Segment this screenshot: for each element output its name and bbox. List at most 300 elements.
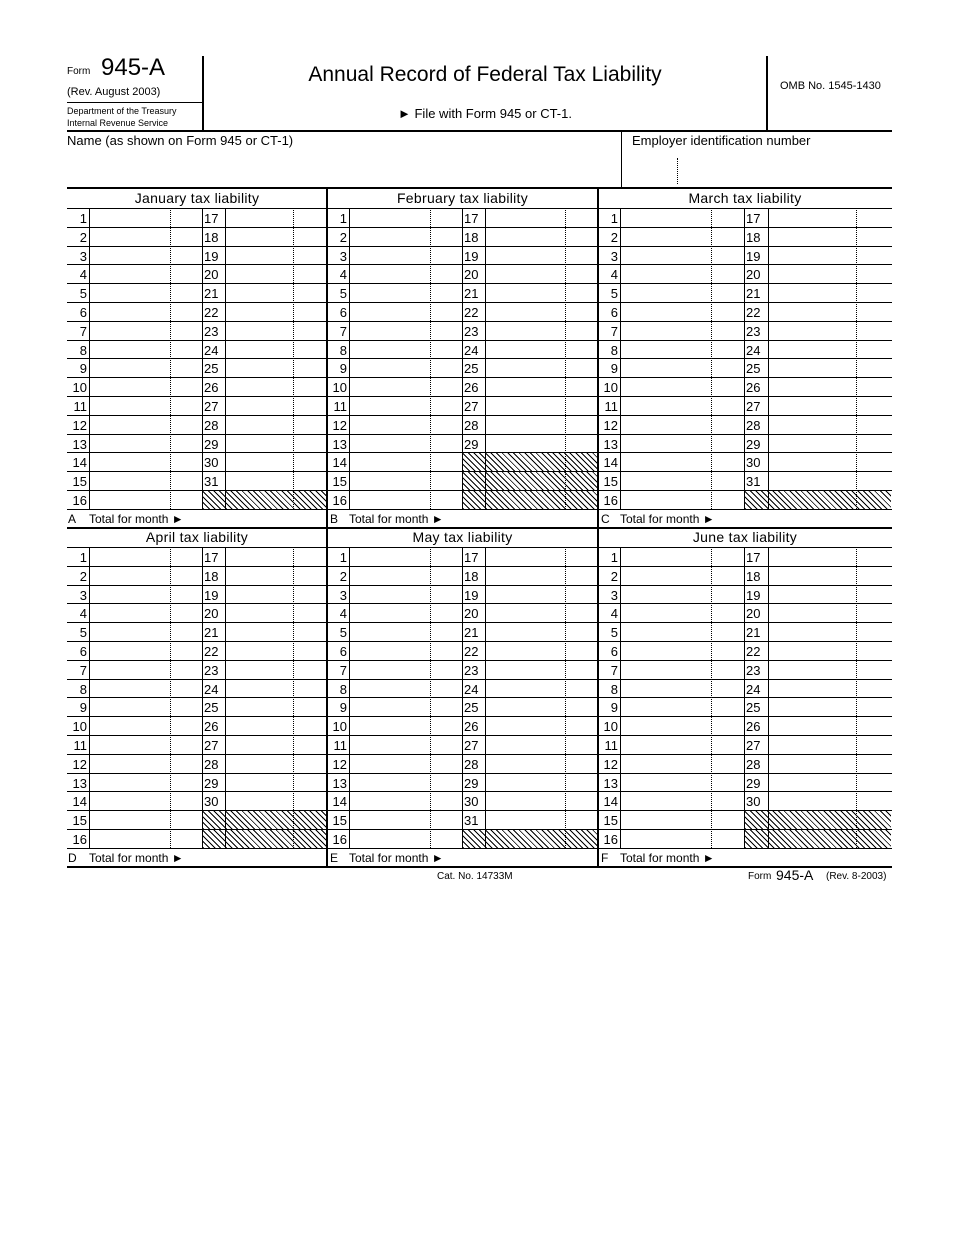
month-4-day-label: 28 xyxy=(204,756,219,772)
month-6-day-18-input[interactable] xyxy=(769,567,891,584)
month-5-day-25-input[interactable] xyxy=(486,698,597,715)
month-4-total-input[interactable] xyxy=(202,849,326,865)
month-4-day-18-input[interactable] xyxy=(226,567,326,584)
month-6-day-21-input[interactable] xyxy=(769,623,891,640)
month-5-day-26-input[interactable] xyxy=(486,717,597,734)
ein-label: Employer identification number xyxy=(632,133,811,148)
month-1-total-input[interactable] xyxy=(202,510,326,526)
month-4-day-7-input[interactable] xyxy=(90,661,201,678)
month-2-day-20-input[interactable] xyxy=(486,265,597,282)
month-1-day-label: 26 xyxy=(204,380,219,396)
month-1-day-20-input[interactable] xyxy=(226,265,326,282)
month-2-day-1-input[interactable] xyxy=(350,209,461,226)
name-input[interactable] xyxy=(68,152,616,184)
month-3-day-label: 3 xyxy=(610,248,618,264)
month-4-day-label: 17 xyxy=(204,550,219,565)
month-5-day-1-input[interactable] xyxy=(350,548,461,565)
month-4-day-8-input[interactable] xyxy=(90,680,201,697)
month-6-day-label: 24 xyxy=(746,681,761,697)
month-2-day-label: 8 xyxy=(339,342,347,358)
month-1-day-6-input[interactable] xyxy=(90,303,201,320)
month-2-day-6-input[interactable] xyxy=(350,303,461,320)
month-1-day-label: 6 xyxy=(79,305,87,320)
month-1-day-9-input[interactable] xyxy=(90,359,201,376)
month-6-day-label: 13 xyxy=(603,775,618,791)
month-6-day-label: 8 xyxy=(610,681,618,697)
month-3-day-7-input[interactable] xyxy=(621,322,743,339)
month-1-total-letter: A xyxy=(68,511,77,526)
month-2-day-14-input[interactable] xyxy=(350,453,461,470)
month-4-day-5-input[interactable] xyxy=(90,623,201,640)
month-6-day-4-input[interactable] xyxy=(621,604,743,621)
month-3-day-23-input[interactable] xyxy=(769,322,891,339)
month-3-title: March tax liability xyxy=(688,190,802,206)
month-5-title: May tax liability xyxy=(412,529,513,545)
month-3-day-31-input[interactable] xyxy=(769,472,891,489)
month-1-day-28-input[interactable] xyxy=(226,416,326,433)
month-2-day-23-input[interactable] xyxy=(486,322,597,339)
month-2-total-input[interactable] xyxy=(462,510,597,526)
month-5-day-3-input[interactable] xyxy=(350,586,461,603)
month-1-day-label: 9 xyxy=(79,361,87,377)
month-4-day-label: 11 xyxy=(73,738,87,753)
month-1-day-13-input[interactable] xyxy=(90,435,201,452)
month-1-day-14-input[interactable] xyxy=(90,453,201,470)
month-6-day-label: 5 xyxy=(610,625,618,641)
month-6-day-label: 18 xyxy=(746,568,761,584)
month-4-day-2-input[interactable] xyxy=(90,567,201,584)
month-1-day-16-input[interactable] xyxy=(90,491,201,508)
month-1-day-18-input[interactable] xyxy=(226,228,326,245)
month-1-day-label: 17 xyxy=(204,211,219,226)
month-1-day-7-input[interactable] xyxy=(90,322,201,339)
month-4-day-19-input[interactable] xyxy=(226,586,326,603)
month-6-day-22-input[interactable] xyxy=(769,642,891,659)
month-1-day-12-input[interactable] xyxy=(90,416,201,433)
month-4-day-1-input[interactable] xyxy=(90,548,201,565)
month-6-total-input[interactable] xyxy=(744,849,891,865)
month-6-day-label: 11 xyxy=(604,738,618,753)
month-5-day-label: 2 xyxy=(339,568,347,584)
month-5-day-5-input[interactable] xyxy=(350,623,461,640)
month-5-day-label: 5 xyxy=(339,625,347,641)
month-5-day-17-input[interactable] xyxy=(486,548,597,565)
month-2-day-26-input[interactable] xyxy=(486,378,597,395)
month-4-day-23-input[interactable] xyxy=(226,661,326,678)
month-3-day-9-input[interactable] xyxy=(621,359,743,376)
month-6-day-label: 7 xyxy=(610,662,618,678)
month-4-day-label: 10 xyxy=(72,719,87,735)
month-1-day-label: 10 xyxy=(72,380,87,396)
month-5-day-15-input[interactable] xyxy=(350,811,461,828)
month-5-day-label: 31 xyxy=(464,813,479,829)
department: Department of the Treasury xyxy=(67,106,177,116)
month-5-day-29-input[interactable] xyxy=(486,774,597,791)
month-6-day-label: 29 xyxy=(746,775,761,791)
month-3-day-2-input[interactable] xyxy=(621,228,743,245)
month-5-day-18-input[interactable] xyxy=(486,567,597,584)
month-3-day-25-input[interactable] xyxy=(769,359,891,376)
month-3-day-label: 14 xyxy=(603,455,618,471)
month-1-day-5-input[interactable] xyxy=(90,284,201,301)
month-3-day-6-input[interactable] xyxy=(621,303,743,320)
month-3-day-13-input[interactable] xyxy=(621,435,743,452)
month-5-day-label: 9 xyxy=(339,700,347,716)
month-5-day-label: 22 xyxy=(464,644,479,659)
month-3-day-28-input[interactable] xyxy=(769,416,891,433)
month-6-day-7-input[interactable] xyxy=(621,661,743,678)
month-2-day-label: 19 xyxy=(464,248,479,264)
month-6-day-12-input[interactable] xyxy=(621,755,743,772)
month-1-day-label: 3 xyxy=(79,248,87,264)
month-3-day-24-input[interactable] xyxy=(769,341,891,358)
month-4-day-9-input[interactable] xyxy=(90,698,201,715)
month-5-day-label: 16 xyxy=(332,832,347,847)
month-3-day-label: 23 xyxy=(746,323,761,339)
month-1-day-29-input[interactable] xyxy=(226,435,326,452)
month-1-day-23-input[interactable] xyxy=(226,322,326,339)
month-2-day-17-input[interactable] xyxy=(486,209,597,226)
month-6-day-30-input[interactable] xyxy=(769,792,891,809)
month-5-total-input[interactable] xyxy=(462,849,597,865)
month-4-day-label: 20 xyxy=(204,606,219,622)
month-1-day-11-input[interactable] xyxy=(90,397,201,414)
month-4-day-25-input[interactable] xyxy=(226,698,326,715)
month-4-day-17-input[interactable] xyxy=(226,548,326,565)
month-4-day-10-input[interactable] xyxy=(90,717,201,734)
month-3-day-30-input[interactable] xyxy=(769,453,891,470)
month-2-day-27-input[interactable] xyxy=(486,397,597,414)
month-5-day-2-input[interactable] xyxy=(350,567,461,584)
month-2-day-8-input[interactable] xyxy=(350,341,461,358)
month-3-day-5-input[interactable] xyxy=(621,284,743,301)
month-1-day-30-input[interactable] xyxy=(226,453,326,470)
month-3-day-20-input[interactable] xyxy=(769,265,891,282)
month-3-day-14-input[interactable] xyxy=(621,453,743,470)
month-3-day-26-input[interactable] xyxy=(769,378,891,395)
month-3-day-label: 10 xyxy=(603,380,618,396)
month-6-shaded-cell xyxy=(745,830,891,848)
month-3-day-label: 25 xyxy=(746,361,761,377)
month-6-day-label: 20 xyxy=(746,606,761,622)
month-1-day-19-input[interactable] xyxy=(226,247,326,264)
month-4-day-label: 25 xyxy=(204,700,219,716)
month-3-day-label: 6 xyxy=(610,305,618,320)
month-3-day-label: 15 xyxy=(603,474,618,490)
month-1-day-label: 21 xyxy=(204,286,219,302)
month-4-day-label: 26 xyxy=(204,719,219,735)
month-5-day-label: 24 xyxy=(464,681,479,697)
month-1-day-25-input[interactable] xyxy=(226,359,326,376)
month-6-day-3-input[interactable] xyxy=(621,586,743,603)
month-5-day-label: 3 xyxy=(339,587,347,603)
month-3-day-label: 2 xyxy=(610,229,618,245)
month-5-day-10-input[interactable] xyxy=(350,717,461,734)
month-4-day-label: 7 xyxy=(79,662,87,678)
month-3-day-label: 19 xyxy=(746,248,761,264)
month-4-day-label: 19 xyxy=(204,587,219,603)
month-5-day-21-input[interactable] xyxy=(486,623,597,640)
month-6-day-6-input[interactable] xyxy=(621,642,743,659)
month-3-day-label: 31 xyxy=(746,474,761,490)
month-5-day-27-input[interactable] xyxy=(486,736,597,753)
month-5-day-13-input[interactable] xyxy=(350,774,461,791)
month-5-day-19-input[interactable] xyxy=(486,586,597,603)
month-1-day-label: 12 xyxy=(72,417,87,433)
month-6-day-label: 25 xyxy=(746,700,761,716)
month-3-total-label: Total for month ► xyxy=(620,511,715,526)
month-5-day-9-input[interactable] xyxy=(350,698,461,715)
month-6-day-10-input[interactable] xyxy=(621,717,743,734)
month-3-total-input[interactable] xyxy=(744,510,891,526)
ein-input[interactable] xyxy=(626,152,890,184)
month-2-day-label: 2 xyxy=(339,229,347,245)
month-5-day-14-input[interactable] xyxy=(350,792,461,809)
month-3-day-27-input[interactable] xyxy=(769,397,891,414)
month-2-day-7-input[interactable] xyxy=(350,322,461,339)
month-3-day-label: 11 xyxy=(604,399,618,414)
month-4-day-16-input[interactable] xyxy=(90,830,201,847)
month-3-day-label: 21 xyxy=(746,286,761,302)
month-6-day-25-input[interactable] xyxy=(769,698,891,715)
month-6-day-20-input[interactable] xyxy=(769,604,891,621)
month-3-day-8-input[interactable] xyxy=(621,341,743,358)
month-2-day-9-input[interactable] xyxy=(350,359,461,376)
month-2-day-label: 24 xyxy=(464,342,479,358)
month-6-shaded-cell xyxy=(745,811,891,829)
month-1-day-21-input[interactable] xyxy=(226,284,326,301)
month-1-day-1-input[interactable] xyxy=(90,209,201,226)
month-5-day-16-input[interactable] xyxy=(350,830,461,847)
month-1-day-27-input[interactable] xyxy=(226,397,326,414)
month-5-day-22-input[interactable] xyxy=(486,642,597,659)
month-2-day-25-input[interactable] xyxy=(486,359,597,376)
month-2-day-28-input[interactable] xyxy=(486,416,597,433)
month-1-day-31-input[interactable] xyxy=(226,472,326,489)
month-2-day-label: 17 xyxy=(464,211,479,226)
catalog-number: Cat. No. 14733M xyxy=(437,871,513,882)
month-5-shaded-cell xyxy=(463,830,597,848)
month-6-day-14-input[interactable] xyxy=(621,792,743,809)
month-6-day-label: 23 xyxy=(746,662,761,678)
month-1-day-label: 29 xyxy=(204,436,219,452)
month-2-day-11-input[interactable] xyxy=(350,397,461,414)
month-2-day-3-input[interactable] xyxy=(350,247,461,264)
month-2-day-29-input[interactable] xyxy=(486,435,597,452)
month-2-day-label: 21 xyxy=(464,286,479,302)
month-4-day-13-input[interactable] xyxy=(90,774,201,791)
month-5-day-4-input[interactable] xyxy=(350,604,461,621)
month-4-day-28-input[interactable] xyxy=(226,755,326,772)
month-6-day-2-input[interactable] xyxy=(621,567,743,584)
month-6-day-27-input[interactable] xyxy=(769,736,891,753)
month-3-day-15-input[interactable] xyxy=(621,472,743,489)
month-5-day-6-input[interactable] xyxy=(350,642,461,659)
month-5-day-20-input[interactable] xyxy=(486,604,597,621)
month-6-day-16-input[interactable] xyxy=(621,830,743,847)
month-2-day-12-input[interactable] xyxy=(350,416,461,433)
month-4-day-label: 12 xyxy=(72,756,87,772)
month-4-day-29-input[interactable] xyxy=(226,774,326,791)
footer-form-number: 945-A xyxy=(776,867,814,883)
month-3-day-label: 24 xyxy=(746,342,761,358)
month-1-day-10-input[interactable] xyxy=(90,378,201,395)
month-4-day-26-input[interactable] xyxy=(226,717,326,734)
month-2-day-label: 3 xyxy=(339,248,347,264)
month-2-day-19-input[interactable] xyxy=(486,247,597,264)
month-6-day-1-input[interactable] xyxy=(621,548,743,565)
month-6-day-11-input[interactable] xyxy=(621,736,743,753)
form-title: Annual Record of Federal Tax Liability xyxy=(308,63,662,86)
month-6-day-17-input[interactable] xyxy=(769,548,891,565)
month-1-day-label: 27 xyxy=(204,399,219,414)
month-1-total-label: Total for month ► xyxy=(89,511,184,526)
month-3-day-1-input[interactable] xyxy=(621,209,743,226)
month-1-day-label: 8 xyxy=(79,342,87,358)
month-3-day-19-input[interactable] xyxy=(769,247,891,264)
month-6-day-13-input[interactable] xyxy=(621,774,743,791)
month-4-day-label: 18 xyxy=(204,568,219,584)
month-4-day-label: 5 xyxy=(79,625,87,641)
month-2-day-2-input[interactable] xyxy=(350,228,461,245)
month-3-day-22-input[interactable] xyxy=(769,303,891,320)
month-3-day-10-input[interactable] xyxy=(621,378,743,395)
month-2-day-18-input[interactable] xyxy=(486,228,597,245)
month-4-day-15-input[interactable] xyxy=(90,811,201,828)
month-3-day-16-input[interactable] xyxy=(621,491,743,508)
month-6-day-label: 28 xyxy=(746,756,761,772)
month-1-day-label: 22 xyxy=(204,305,219,320)
month-4-day-3-input[interactable] xyxy=(90,586,201,603)
month-4-day-label: 3 xyxy=(79,587,87,603)
month-1-day-22-input[interactable] xyxy=(226,303,326,320)
month-6-day-19-input[interactable] xyxy=(769,586,891,603)
month-4-day-11-input[interactable] xyxy=(90,736,201,753)
month-2-day-5-input[interactable] xyxy=(350,284,461,301)
month-4-day-21-input[interactable] xyxy=(226,623,326,640)
month-2-day-label: 16 xyxy=(332,493,347,508)
month-1-day-4-input[interactable] xyxy=(90,265,201,282)
month-1-day-26-input[interactable] xyxy=(226,378,326,395)
month-6-day-26-input[interactable] xyxy=(769,717,891,734)
month-6-day-label: 27 xyxy=(746,738,761,753)
month-4-day-12-input[interactable] xyxy=(90,755,201,772)
month-4-total-label: Total for month ► xyxy=(89,850,184,865)
month-6-day-23-input[interactable] xyxy=(769,661,891,678)
month-5-day-11-input[interactable] xyxy=(350,736,461,753)
month-1-day-label: 24 xyxy=(204,342,219,358)
month-4-day-14-input[interactable] xyxy=(90,792,201,809)
month-6-day-label: 16 xyxy=(603,832,618,847)
month-4-day-label: 1 xyxy=(79,550,87,565)
month-6-day-8-input[interactable] xyxy=(621,680,743,697)
month-5-day-12-input[interactable] xyxy=(350,755,461,772)
month-2-day-24-input[interactable] xyxy=(486,341,597,358)
month-4-shaded-cell xyxy=(203,811,326,829)
month-4-day-24-input[interactable] xyxy=(226,680,326,697)
month-5-day-label: 29 xyxy=(464,775,479,791)
month-2-day-22-input[interactable] xyxy=(486,303,597,320)
month-5-day-7-input[interactable] xyxy=(350,661,461,678)
month-3-day-label: 1 xyxy=(610,211,618,226)
month-1-day-label: 7 xyxy=(79,323,87,339)
month-1-day-24-input[interactable] xyxy=(226,341,326,358)
month-3-day-4-input[interactable] xyxy=(621,265,743,282)
month-5-day-30-input[interactable] xyxy=(486,792,597,809)
month-2-day-4-input[interactable] xyxy=(350,265,461,282)
month-3-day-label: 28 xyxy=(746,417,761,433)
month-6-day-label: 1 xyxy=(610,550,618,565)
month-3-day-29-input[interactable] xyxy=(769,435,891,452)
month-3-day-12-input[interactable] xyxy=(621,416,743,433)
month-6-day-5-input[interactable] xyxy=(621,623,743,640)
month-3-day-11-input[interactable] xyxy=(621,397,743,414)
month-3-day-18-input[interactable] xyxy=(769,228,891,245)
month-2-day-21-input[interactable] xyxy=(486,284,597,301)
month-3-day-3-input[interactable] xyxy=(621,247,743,264)
month-1-day-2-input[interactable] xyxy=(90,228,201,245)
month-3-day-17-input[interactable] xyxy=(769,209,891,226)
month-3-day-21-input[interactable] xyxy=(769,284,891,301)
month-2-shaded-cell xyxy=(463,472,597,490)
month-2-day-16-input[interactable] xyxy=(350,491,461,508)
month-5-day-28-input[interactable] xyxy=(486,755,597,772)
month-3-day-label: 12 xyxy=(603,417,618,433)
month-6-day-15-input[interactable] xyxy=(621,811,743,828)
month-1-day-label: 30 xyxy=(204,455,219,471)
month-4-day-6-input[interactable] xyxy=(90,642,201,659)
month-6-day-9-input[interactable] xyxy=(621,698,743,715)
month-6-day-28-input[interactable] xyxy=(769,755,891,772)
month-4-day-label: 22 xyxy=(204,644,219,659)
month-6-day-label: 4 xyxy=(610,606,618,622)
month-1-day-17-input[interactable] xyxy=(226,209,326,226)
month-1-day-3-input[interactable] xyxy=(90,247,201,264)
month-4-day-label: 21 xyxy=(204,625,219,641)
month-6-day-label: 19 xyxy=(746,587,761,603)
month-1-day-label: 2 xyxy=(79,229,87,245)
month-3-total-letter: C xyxy=(601,511,610,526)
month-5-day-8-input[interactable] xyxy=(350,680,461,697)
month-2-day-label: 14 xyxy=(332,455,347,471)
month-4-day-22-input[interactable] xyxy=(226,642,326,659)
month-4-day-20-input[interactable] xyxy=(226,604,326,621)
month-6-day-29-input[interactable] xyxy=(769,774,891,791)
month-1-day-8-input[interactable] xyxy=(90,341,201,358)
month-1-day-15-input[interactable] xyxy=(90,472,201,489)
month-5-day-label: 6 xyxy=(339,644,347,659)
month-4-day-27-input[interactable] xyxy=(226,736,326,753)
month-5-day-label: 23 xyxy=(464,662,479,678)
month-2-day-13-input[interactable] xyxy=(350,435,461,452)
month-6-day-label: 15 xyxy=(603,813,618,829)
month-4-day-4-input[interactable] xyxy=(90,604,201,621)
month-6-total-letter: F xyxy=(601,850,609,865)
month-2-day-15-input[interactable] xyxy=(350,472,461,489)
month-5-day-label: 13 xyxy=(332,775,347,791)
month-2-day-label: 12 xyxy=(332,417,347,433)
month-5-day-31-input[interactable] xyxy=(486,811,597,828)
month-5-day-23-input[interactable] xyxy=(486,661,597,678)
month-5-day-label: 25 xyxy=(464,700,479,716)
month-1-day-label: 28 xyxy=(204,417,219,433)
month-4-day-30-input[interactable] xyxy=(226,792,326,809)
month-6-day-24-input[interactable] xyxy=(769,680,891,697)
month-2-day-10-input[interactable] xyxy=(350,378,461,395)
month-3-day-label: 22 xyxy=(746,305,761,320)
month-2-day-label: 18 xyxy=(464,229,479,245)
month-5-day-24-input[interactable] xyxy=(486,680,597,697)
